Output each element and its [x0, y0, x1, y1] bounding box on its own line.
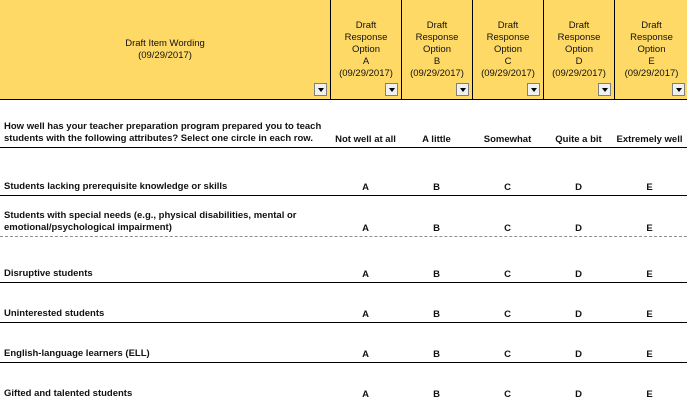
header-option-a-line1: Draft: [355, 20, 377, 31]
header-option-b-line1: Draft: [426, 20, 448, 31]
response-code: B: [433, 309, 440, 320]
response-code: D: [575, 389, 582, 400]
header-option-a-date: (09/29/2017): [339, 68, 393, 79]
header-option-c-line3: Option: [494, 44, 522, 55]
response-code: A: [362, 182, 369, 193]
header-option-e-line2: Response: [630, 32, 673, 43]
response-code: E: [646, 309, 653, 320]
scale-label-a: Not well at all: [335, 134, 396, 145]
item-text: Gifted and talented students: [4, 388, 133, 399]
response-code: A: [362, 349, 369, 360]
response-code: E: [646, 182, 653, 193]
question-text: How well has your teacher preparation program prepared you to teach students with the following attributes? Select one circle in each row.: [4, 121, 322, 144]
response-code: C: [504, 309, 511, 320]
item-text: English-language learners (ELL): [4, 348, 150, 359]
table-row[interactable]: [0, 363, 687, 402]
item-text: Disruptive students: [4, 268, 93, 279]
response-code: C: [504, 269, 511, 280]
header-option-e-letter: E: [648, 56, 655, 67]
scale-label-d: Quite a bit: [555, 134, 602, 145]
header-option-e-line3: Option: [637, 44, 666, 55]
response-code: D: [575, 349, 582, 360]
response-code: D: [575, 269, 582, 280]
filter-dropdown-option-e[interactable]: [672, 83, 685, 96]
response-code: C: [504, 182, 511, 193]
header-cell-wording[interactable]: [0, 0, 330, 100]
scale-label-e: Extremely well: [616, 134, 683, 145]
filter-dropdown-wording[interactable]: [314, 83, 327, 96]
response-code: C: [504, 389, 511, 400]
response-code: A: [362, 389, 369, 400]
header-cell-option-b[interactable]: [401, 0, 472, 100]
table-row[interactable]: [0, 283, 687, 323]
response-code: B: [433, 223, 440, 234]
response-code: B: [433, 269, 440, 280]
header-option-e-line1: Draft: [641, 20, 662, 31]
response-code: E: [646, 349, 653, 360]
scale-label-b: A little: [422, 134, 451, 145]
scale-label-c: Somewhat: [483, 134, 532, 145]
header-option-b-line3: Option: [423, 44, 451, 55]
header-cell-option-a[interactable]: [330, 0, 401, 100]
header-option-a-line2: Response: [344, 32, 388, 43]
header-row: [0, 0, 687, 100]
response-code: C: [504, 223, 511, 234]
header-option-d-line1: Draft: [568, 20, 590, 31]
header-option-c-line2: Response: [486, 32, 530, 43]
filter-dropdown-option-b[interactable]: [456, 83, 469, 96]
header-option-d-line2: Response: [557, 32, 601, 43]
header-option-a-line3: Option: [352, 44, 380, 55]
item-text: Uninterested students: [4, 308, 105, 319]
item-text: Students lacking prerequisite knowledge or skills: [4, 181, 228, 192]
header-option-d-letter: D: [575, 56, 583, 67]
header-wording-title: Draft Item Wording: [125, 38, 205, 49]
header-option-c-line1: Draft: [497, 20, 519, 31]
header-option-d-date: (09/29/2017): [552, 68, 606, 79]
response-code: E: [646, 389, 653, 400]
response-code: B: [433, 349, 440, 360]
filter-dropdown-option-a[interactable]: [385, 83, 398, 96]
header-cell-option-e[interactable]: [614, 0, 687, 100]
table-row[interactable]: [0, 148, 687, 196]
response-code: E: [646, 223, 653, 234]
response-code: A: [362, 223, 369, 234]
response-code: C: [504, 349, 511, 360]
item-text: Students with special needs (e.g., physical disabilities, mental or emotional/psychological impairment): [4, 210, 297, 233]
question-row[interactable]: [0, 100, 687, 148]
header-wording-date: (09/29/2017): [138, 50, 192, 61]
response-code: B: [433, 389, 440, 400]
filter-dropdown-option-d[interactable]: [598, 83, 611, 96]
response-code: D: [575, 182, 582, 193]
response-code: B: [433, 182, 440, 193]
header-option-c-letter: C: [504, 56, 512, 67]
header-option-b-line2: Response: [415, 32, 459, 43]
response-code: D: [575, 309, 582, 320]
header-option-a-letter: A: [362, 56, 370, 67]
header-option-e-date: (09/29/2017): [624, 68, 679, 79]
filter-dropdown-option-c[interactable]: [527, 83, 540, 96]
header-option-d-line3: Option: [565, 44, 593, 55]
response-code: A: [362, 269, 369, 280]
header-option-b-letter: B: [433, 56, 441, 67]
table-row[interactable]: [0, 323, 687, 363]
header-option-b-date: (09/29/2017): [410, 68, 464, 79]
header-cell-option-d[interactable]: [543, 0, 614, 100]
response-code: D: [575, 223, 582, 234]
table-row[interactable]: [0, 237, 687, 283]
header-cell-option-c[interactable]: [472, 0, 543, 100]
table-row[interactable]: [0, 196, 687, 237]
response-code: A: [362, 309, 369, 320]
header-option-c-date: (09/29/2017): [481, 68, 535, 79]
response-code: E: [646, 269, 653, 280]
